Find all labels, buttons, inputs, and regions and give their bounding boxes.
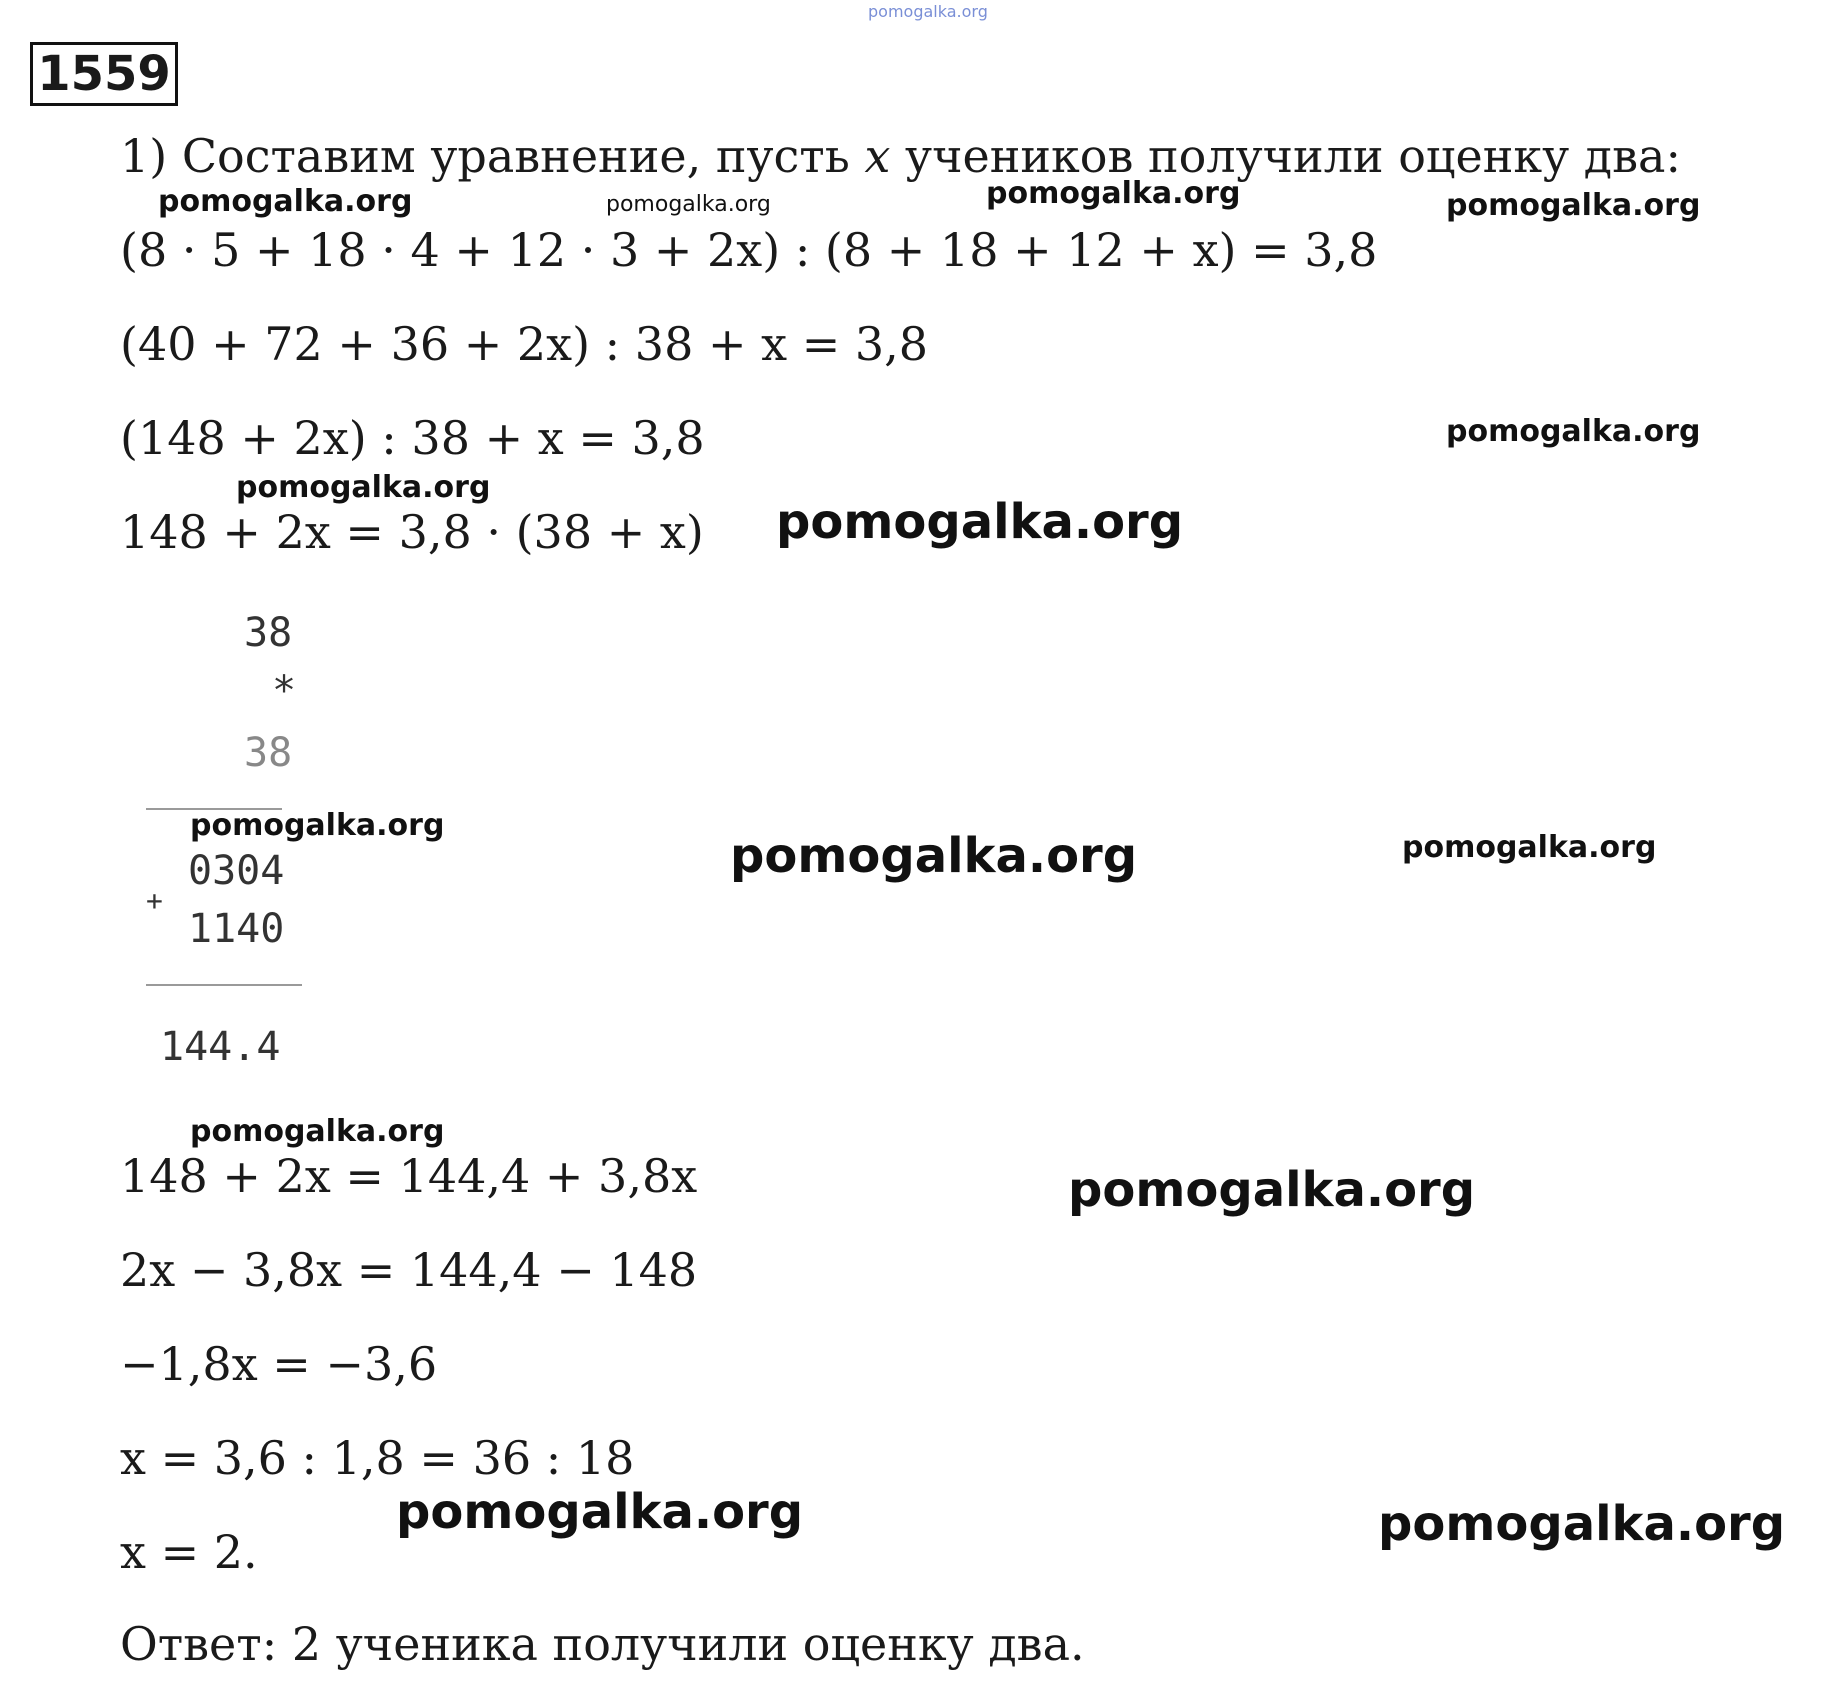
equation-7: −1,8x = −3,6: [120, 1337, 438, 1391]
equation-2: (40 + 72 + 36 + 2x) : 38 + x = 3,8: [120, 317, 929, 371]
watermark-1: pomogalka.org: [158, 184, 413, 219]
calc-result: 144.4: [160, 1024, 281, 1070]
calc-rule-2: [146, 984, 302, 986]
intro-line: [120, 128, 1681, 184]
watermark-4: pomogalka.org: [1446, 188, 1701, 223]
watermark-8: pomogalka.org: [190, 808, 445, 843]
watermark-14: pomogalka.org: [1378, 1496, 1786, 1552]
equation-4: 148 + 2x = 3,8 · (38 + x): [120, 505, 704, 559]
calc-partial-2: 1140: [188, 906, 285, 952]
intro-variable: x: [864, 129, 891, 183]
problem-number-box: 1559: [30, 42, 178, 106]
equation-5: 148 + 2x = 144,4 + 3,8x: [120, 1149, 698, 1203]
watermark-9: pomogalka.org: [730, 828, 1138, 884]
watermark-13: pomogalka.org: [396, 1484, 804, 1540]
calc-multiply-sign: *: [272, 668, 297, 714]
calc-top-number: 38: [244, 610, 293, 656]
equation-3: (148 + 2x) : 38 + x = 3,8: [120, 411, 705, 465]
watermark-5: pomogalka.org: [1446, 414, 1701, 449]
intro-text-rest: учеников получили оценку два:: [905, 129, 1681, 183]
equation-6: 2x − 3,8x = 144,4 − 148: [120, 1243, 698, 1297]
equation-1: (8 · 5 + 18 · 4 + 12 · 3 + 2x) : (8 + 18 + 12 + x) = 3,8: [120, 223, 1378, 277]
watermark-3: pomogalka.org: [986, 176, 1241, 211]
watermark-2: pomogalka.org: [606, 192, 771, 217]
calc-plus-sign: +: [146, 884, 163, 917]
watermark-6: pomogalka.org: [236, 470, 491, 505]
calc-partial-1: 0304: [188, 848, 285, 894]
watermark-top: pomogalka.org: [868, 2, 988, 21]
intro-text: 1) Составим уравнение, пусть: [120, 129, 850, 183]
equation-9: x = 2.: [120, 1525, 258, 1579]
watermark-10: pomogalka.org: [1402, 830, 1657, 865]
watermark-11: pomogalka.org: [190, 1114, 445, 1149]
answer-line: Ответ: 2 ученика получили оценку два.: [120, 1617, 1085, 1671]
equation-8: x = 3,6 : 1,8 = 36 : 18: [120, 1431, 635, 1485]
watermark-7: pomogalka.org: [776, 494, 1184, 550]
watermark-12: pomogalka.org: [1068, 1162, 1476, 1218]
calc-second-number: 38: [244, 730, 293, 776]
